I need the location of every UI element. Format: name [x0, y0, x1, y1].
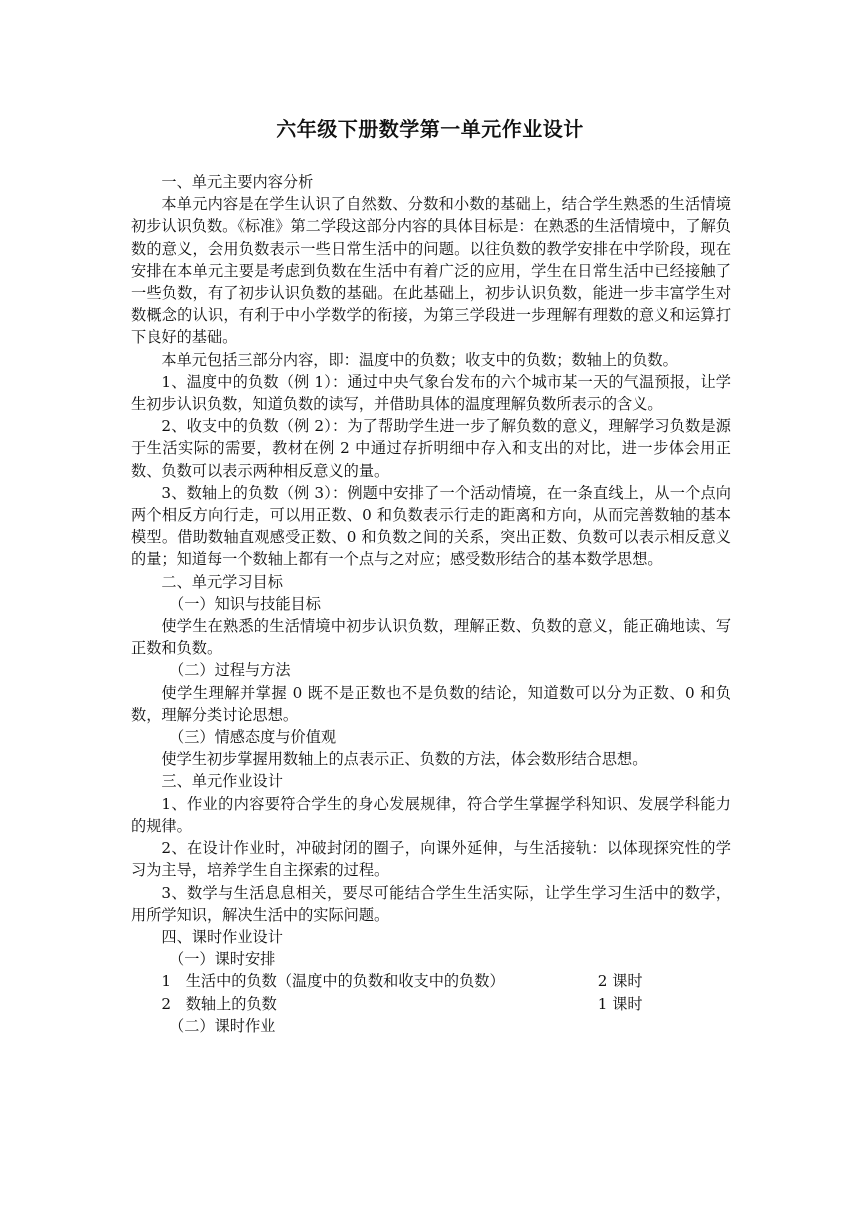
- paragraph: 使学生理解并掌握 0 既不是正数也不是负数的结论，知道数可以分为正数、0 和负数，理解分类讨论思想。: [131, 683, 731, 724]
- schedule-number: 2: [161, 994, 172, 1013]
- subheading: （一）课时安排: [169, 950, 276, 969]
- document-title: 六年级下册数学第一单元作业设计: [276, 117, 584, 141]
- paragraph: 1、作业的内容要符合学生的身心发展规律，符合学生掌握学科知识、发展学科能力的规律。: [131, 794, 731, 835]
- paragraph: 1、温度中的负数（例 1）：通过中央气象台发布的六个城市某一天的气温预报，让学生初步认识负数，知道负数的读写，并借助具体的温度理解负数所表示的含义。: [131, 372, 731, 414]
- subheading: （一）知识与技能目标: [169, 594, 321, 613]
- paragraph: 使学生初步掌握用数轴上的点表示正、负数的方法，体会数形结合思想。: [161, 750, 648, 769]
- paragraph: 使学生在熟悉的生活情境中初步认识负数，理解正数、负数的意义，能正确地读、写正数和负数。: [131, 617, 731, 658]
- schedule-row: [131, 970, 731, 992]
- paragraph: 本单元内容是在学生认识了自然数、分数和小数的基础上，结合学生熟悉的生活情境初步认识负数。《标准》第二学段这部分内容的具体目标是：在熟悉的生活情境中，了解负数的意义，会用负数表示一些日常生活中的问题。以往负数的教学安排在中学阶段，现在安排在本单元主要是考虑到负数在生活中有着广泛的应用，学生在日常生活中已经接触了一些负数，有了初步认识负数的基础。在此基础上，初步认识负数，能进一步丰富学生对数概念的认识，有利于中小学数学的衔接，为第三学段进一步理解有理数的意义和运算打下良好的基础。: [131, 195, 731, 347]
- paragraph: 2、在设计作业时，冲破封闭的圈子，向课外延伸，与生活接轨：以体现探究性的学习为主导，培养学生自主探索的过程。: [131, 839, 731, 880]
- schedule-row: [131, 993, 731, 1015]
- schedule-label: 数轴上的负数: [185, 994, 277, 1013]
- section-heading-2: 二、单元学习目标: [161, 572, 283, 591]
- paragraph: 本单元包括三部分内容，即：温度中的负数；收支中的负数；数轴上的负数。: [161, 350, 678, 369]
- section-heading-1: 一、单元主要内容分析: [161, 173, 314, 191]
- paragraph: 3、数学与生活息息相关，要尽可能结合学生生活实际，让学生学习生活中的数学，用所学知识，解决生活中的实际问题。: [131, 883, 731, 924]
- schedule-duration: 1 课时: [597, 994, 643, 1013]
- subheading: （二）课时作业: [169, 1016, 276, 1035]
- subheading: （二）过程与方法: [169, 661, 291, 680]
- paragraph: 2、收支中的负数（例 2）：为了帮助学生进一步了解负数的意义，理解学习负数是源于生活实际的需要，教材在例 2 中通过存折明细中存入和支出的对比，进一步体会用正数、负数可以表示两种相反意义的量。: [131, 417, 731, 480]
- schedule-number: 1: [161, 972, 172, 991]
- schedule-duration: 2 课时: [597, 972, 643, 991]
- section-heading-4: 四、课时作业设计: [161, 927, 283, 946]
- section-heading-3: 三、单元作业设计: [161, 772, 283, 791]
- paragraph: 3、数轴上的负数（例 3）：例题中安排了一个活动情境，在一条直线上，从一个点向两个相反方向行走，可以用正数、0 和负数表示行走的距离和方向，从而完善数轴的基本模型。借助数轴直观感受正数、0 和负数之间的关系，突出正数、负数可以表示相反意义的量；知道每一个数轴上都有一个点与之对应；感受数形结合的基本数学思想。: [131, 483, 731, 569]
- subheading: （三）情感态度与价值观: [169, 728, 337, 747]
- document-body: [131, 171, 731, 1037]
- schedule-label: 生活中的负数（温度中的负数和收支中的负数）: [185, 972, 505, 991]
